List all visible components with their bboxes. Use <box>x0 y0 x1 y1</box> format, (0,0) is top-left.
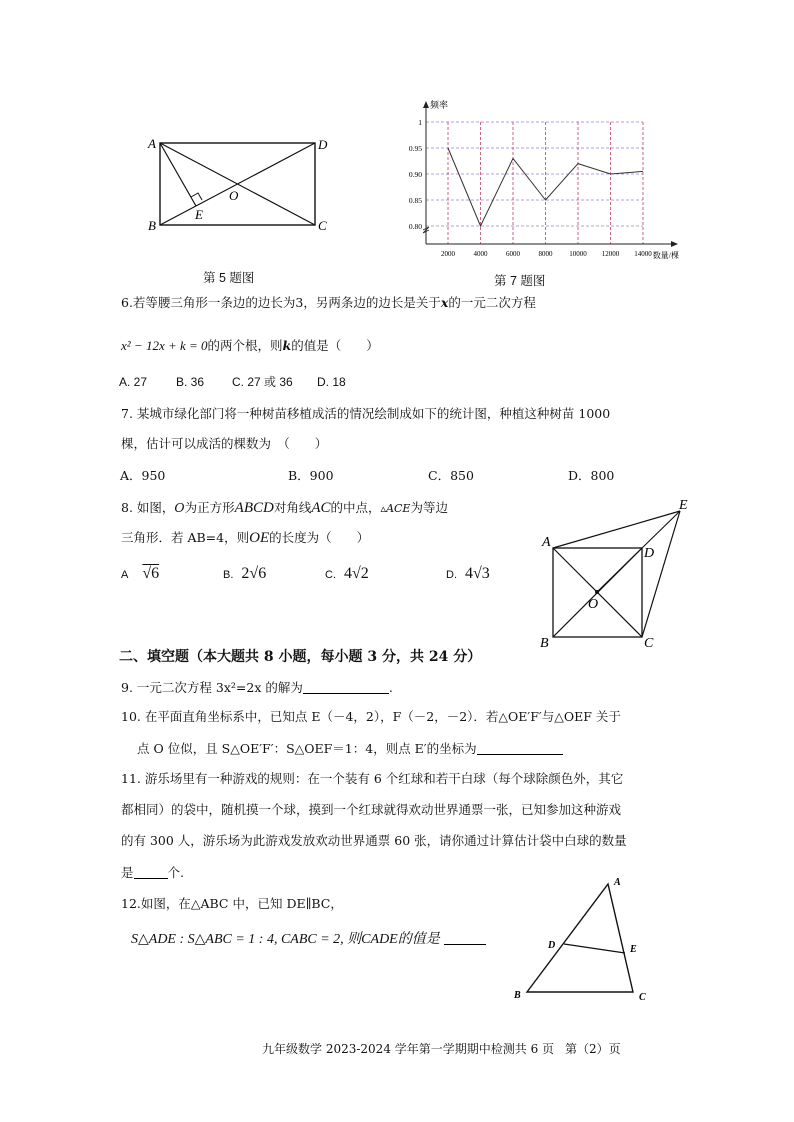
label-C: C <box>644 636 654 651</box>
q8-text-a: 8. 如图， <box>121 500 175 515</box>
q8-option-a-value: √6 <box>142 565 160 582</box>
q9-answer-blank[interactable] <box>303 681 389 694</box>
q7-option-b[interactable]: B．900 <box>288 468 334 483</box>
q8-option-a[interactable] <box>121 566 159 582</box>
figure-12 <box>508 872 658 1007</box>
y-tick-label: 0.90 <box>408 170 422 179</box>
q8-oe: OE <box>249 530 270 546</box>
q8-square-abcd: ABCD <box>234 500 274 516</box>
y-axis-arrow <box>423 101 429 108</box>
q12-line1: 12.如图，在△ABC 中，已知 DE∥BC， <box>121 896 343 911</box>
q10-text: 点 O 位似，且 S△OE′F′：S△OEF＝1：4，则点 E′的坐标为 <box>137 741 477 756</box>
q10-line2 <box>137 742 563 756</box>
figure-7-chart <box>392 98 679 270</box>
q12-formula-text: S△ADE : S△ABC = 1 : 4, CABC = 2, 则CADE的值是 <box>131 932 440 947</box>
q8-option-b-value: 2√6 <box>241 565 267 582</box>
q11-line4 <box>121 866 184 880</box>
q11-line1: 11. 游乐场里有一种游戏的规则：在一个装有 6 个红球和若干白球（每个球除颜色外，其它 <box>121 771 624 786</box>
chart-grid <box>426 122 643 244</box>
label-B: B <box>514 990 521 1001</box>
q7-line2: 棵，估计可以成活的棵数为 （ ） <box>121 436 328 451</box>
x-tick-label: 8000 <box>538 250 553 258</box>
q6-text-d: 的值是（ ） <box>291 338 379 353</box>
q11-line2: 都相同）的袋中，随机摸一个球，摸到一个红球就得欢动世界通票一张，已知参加这种游戏 <box>121 802 622 817</box>
y-axis-label: 频率 <box>430 100 449 110</box>
label-C: C <box>318 218 327 233</box>
label-D: D <box>318 137 328 152</box>
x-tick-label: 4000 <box>473 250 488 258</box>
y-tick-label: 0.85 <box>408 196 422 205</box>
x-tick-label: 10000 <box>569 250 587 258</box>
q8-text-e: 为等边 <box>410 500 448 515</box>
q8-option-d-label: D. <box>446 569 457 581</box>
x-tick-label: 12000 <box>601 250 620 258</box>
y-tick-label: 1 <box>418 118 422 127</box>
q8-text-g: 的长度为（ ） <box>269 530 370 545</box>
fig7-caption: 第 7 题图 <box>494 274 546 288</box>
q6-text-a: 6.若等腰三角形一条边的边长为3，另两条边的边长是关于 <box>121 295 441 310</box>
chart-ticks <box>409 118 652 258</box>
point-o <box>595 590 599 594</box>
x-axis-label: 数量/棵 <box>652 251 679 260</box>
q8-option-b-label: B. <box>223 569 234 581</box>
fig5-caption: 第 5 题图 <box>203 271 255 285</box>
q6-text-c: 的两个根，则 <box>207 338 283 353</box>
q6-text-b: 的一元二次方程 <box>448 295 536 310</box>
footer-right: 第（2）页 <box>565 1042 621 1056</box>
q8-ac: AC <box>311 500 331 516</box>
q11-answer-blank[interactable] <box>134 866 168 879</box>
q8-line2 <box>121 531 369 546</box>
label-C: C <box>639 992 646 1003</box>
label-A: A <box>614 877 621 888</box>
q8-text-b: 为正方形 <box>184 500 235 515</box>
y-tick-label: 0.95 <box>408 144 422 153</box>
q6-option-a[interactable]: A. 27 <box>119 375 148 389</box>
q6-option-b[interactable]: B. 36 <box>176 375 205 389</box>
q8-option-b[interactable] <box>223 566 266 582</box>
q8-triangle-ace: ▵ACE <box>380 502 411 515</box>
label-B: B <box>540 636 549 651</box>
q8-text-d: 的中点， <box>330 500 381 515</box>
label-E: E <box>679 498 688 513</box>
q8-option-a-label: A <box>121 569 129 581</box>
x-tick-label: 6000 <box>506 250 520 258</box>
q8-point-o: O <box>174 500 185 515</box>
q6-option-c[interactable]: C. 27 或 36 <box>232 375 293 389</box>
q6-equation: x² − 12x + k = 0 <box>121 338 208 353</box>
x-tick-label: 2000 <box>441 250 455 258</box>
label-O: O <box>229 188 239 203</box>
q11-text-a: 是 <box>121 865 134 880</box>
q7-line1: 7. 某城市绿化部门将一种树苗移植成活的情况绘制成如下的统计图，种植这种树苗 1000 <box>121 406 611 421</box>
q11-text-b: 个. <box>167 865 184 880</box>
label-D: D <box>644 546 655 561</box>
q9-line <box>121 681 393 695</box>
q6-option-d[interactable]: D. 18 <box>317 375 346 389</box>
q11-line3: 的有 300 人，游乐场为此游戏发放欢动世界通票 60 张，请你通过计算估计袋中白球的数量 <box>121 833 627 848</box>
label-A: A <box>542 535 551 550</box>
triangle-abc <box>527 884 633 992</box>
x-axis-arrow <box>671 241 678 247</box>
label-D: D <box>548 940 556 951</box>
q8-option-c-value: 4√2 <box>344 565 369 582</box>
figure-8 <box>534 495 704 655</box>
q12-formula <box>131 932 486 947</box>
segment-de <box>564 944 625 953</box>
q8-line1 <box>121 501 448 516</box>
q8-text-c: 对角线 <box>273 500 312 515</box>
q8-option-d[interactable] <box>446 566 490 582</box>
q7-option-d[interactable]: D．800 <box>568 468 615 483</box>
figure-5 <box>140 130 340 240</box>
q6-var-k: k <box>282 338 292 353</box>
q9-text: 9. 一元二次方程 3x²=2x 的解为 <box>121 680 303 695</box>
section-2-heading: 二、填空题（本大题共 8 小题，每小题 3 分，共 24 分） <box>119 649 482 665</box>
q6-line1 <box>121 297 536 310</box>
label-E: E <box>630 944 637 955</box>
q6-line2 <box>121 339 379 353</box>
q6-var-x: x <box>440 295 449 310</box>
label-B: B <box>148 218 156 233</box>
q7-option-a[interactable]: A．950 <box>120 468 166 483</box>
label-O: O <box>588 597 599 612</box>
x-tick-label: 14000 <box>634 250 652 258</box>
label-E: E <box>195 207 203 222</box>
q12-answer-blank[interactable] <box>444 932 486 945</box>
q8-option-c-label: C. <box>325 569 336 581</box>
q9-end: . <box>388 680 393 695</box>
q8-option-c[interactable] <box>325 566 369 582</box>
footer-left: 九年级数学 2023-2024 学年第一学期期中检测共 6 页 <box>262 1042 555 1056</box>
q8-text-f: 三角形．若 AB=4，则 <box>121 530 250 545</box>
label-A: A <box>148 136 156 151</box>
y-tick-label: 0.80 <box>408 222 422 231</box>
q10-line1: 10. 在平面直角坐标系中，已知点 E（－4，2），F（－2，－2）．若△OE′F′与△OEF 关于 <box>121 709 621 724</box>
q8-option-d-value: 4√3 <box>465 565 490 582</box>
q7-option-c[interactable]: C．850 <box>428 468 474 483</box>
q10-answer-blank[interactable] <box>477 742 563 755</box>
